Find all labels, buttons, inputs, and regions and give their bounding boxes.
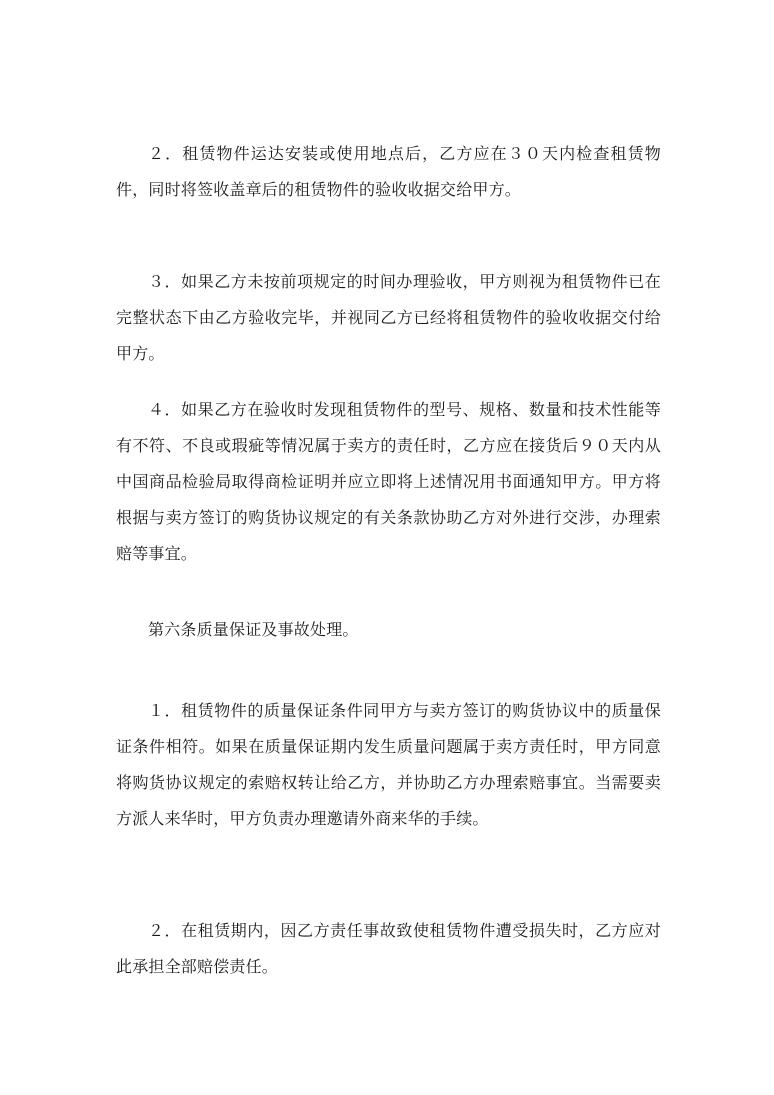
paragraph-clause-6-1: １．租赁物件的质量保证条件同甲方与卖方签订的购货协议中的质量保证条件相符。如果在质量保证期内发生质量问题属于卖方责任时，甲方同意将购货协议规定的索赔权转让给乙方，并协助乙方办理索赔事宜。当需要卖方派人来华时，甲方负责办理邀请外商来华的手续。: [116, 701, 661, 828]
paragraph-clause-6-2: ２．在租赁期内，因乙方责任事故致使租赁物件遭受损失时，乙方应对此承担全部赔偿责任。: [116, 921, 661, 976]
paragraph-clause-5-2: ２．租赁物件运达安装或使用地点后，乙方应在３０天内检查租赁物件，同时将签收盖章后的租赁物件的验收收据交给甲方。: [116, 144, 661, 199]
section-heading-article-6: 第六条质量保证及事故处理。: [148, 620, 359, 639]
paragraph-clause-5-4: ４．如果乙方在验收时发现租赁物件的型号、规格、数量和技术性能等有不符、不良或瑕疵等情况属于卖方的责任时，乙方应在接货后９０天内从中国商品检验局取得商检证明并应立即将上述情况用书面通知甲方。甲方将根据与卖方签订的购货协议规定的有关条款协助乙方对外进行交涉，办理索赔等事宜。: [116, 400, 661, 563]
paragraph-clause-5-3: ３．如果乙方未按前项规定的时间办理验收，甲方则视为租赁物件已在完整状态下由乙方验收完毕，并视同乙方已经将租赁物件的验收收据交付给甲方。: [116, 272, 661, 363]
